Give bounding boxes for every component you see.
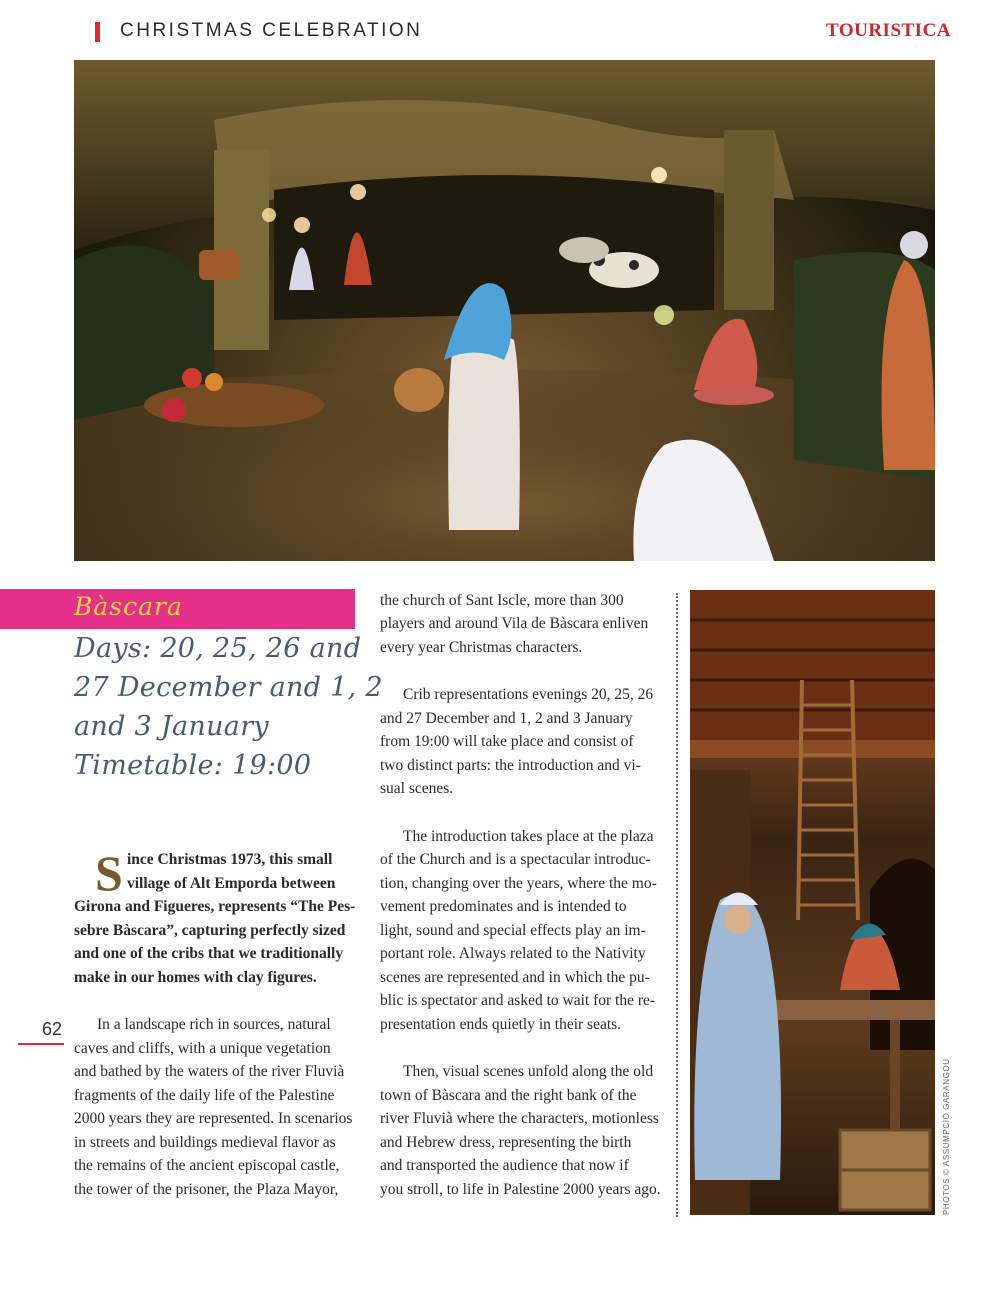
body-line: 2000 years they are represented. In scenarios: [74, 1110, 353, 1127]
body-line: in streets and buildings medieval flavor as: [74, 1134, 336, 1151]
body-line: The introduction takes place at the plaza: [403, 828, 654, 845]
body-line: and transported the audience that now if: [380, 1157, 629, 1174]
lead-line: Girona and Figueres, represents “The Pes-: [74, 898, 356, 915]
body-line: fragments of the daily life of the Palestine: [74, 1087, 335, 1104]
lead-line: sebre Bàscara”, capturing perfectly sized: [74, 922, 346, 939]
schedule-line-1: Days: 20, 25, 26 and: [74, 633, 362, 664]
body-line: blic is spectator and asked to wait for the re-: [380, 992, 656, 1009]
body-line: Then, visual scenes unfold along the old: [403, 1063, 654, 1080]
body-line: In a landscape rich in sources, natural: [97, 1016, 331, 1033]
body-line: caves and cliffs, with a unique vegetation: [74, 1040, 331, 1057]
lead-line: and one of the cribs that we traditionally: [74, 945, 344, 962]
body-line: portant role. Always related to the Nativity: [380, 945, 646, 962]
touristica-logo: TOURISTICA: [826, 20, 952, 41]
body-line: players and around Vila de Bàscara enliven: [380, 615, 649, 632]
body-line: Crib representations evenings 20, 25, 26: [403, 686, 654, 703]
body-line: vement predominates and is intended to: [380, 898, 627, 915]
body-line: you stroll, to life in Palestine 2000 years ago.: [380, 1181, 661, 1198]
photo-credit: PHOTOS © ASSUMPCIÓ GARANGOU: [942, 1058, 951, 1215]
body-line: of the Church and is a spectacular introduc-: [380, 851, 651, 868]
body-line: river Fluvià where the characters, motionless: [380, 1110, 659, 1127]
lead-line: village of Alt Emporda between: [127, 875, 336, 892]
body-line: the remains of the ancient episcopal castle,: [74, 1157, 340, 1174]
body-line: the tower of the prisoner, the Plaza Mayor,: [74, 1181, 339, 1198]
body-line: and Hebrew dress, representing the birth: [380, 1134, 632, 1151]
section-title: CHRISTMAS CELEBRATION: [120, 20, 423, 41]
carpenter-scene-illustration: [690, 590, 935, 1215]
body-line: sual scenes.: [380, 780, 454, 797]
body-line: scenes are represented and in which the pu-: [380, 969, 650, 986]
lead-line: make in our homes with clay figures.: [74, 969, 317, 986]
schedule-line-4: Timetable: 19:00: [74, 750, 312, 781]
body-line: light, sound and special effects play an im-: [380, 922, 646, 939]
place-name: Bàscara: [74, 592, 183, 621]
body-line: tion, changing over the years, where the mo-: [380, 875, 657, 892]
page-number: 62: [42, 1019, 63, 1039]
body-line: every year Christmas characters.: [380, 639, 583, 656]
schedule-line-2: 27 December and 1, 2: [74, 672, 383, 703]
body-line: from 19:00 will take place and consist of: [380, 733, 634, 750]
column-divider: [676, 593, 678, 1217]
body-line: the church of Sant Iscle, more than 300: [380, 592, 624, 609]
body-line: and 27 December and 1, 2 and 3 January: [380, 710, 633, 727]
body-line: presentation ends quietly in their seats.: [380, 1016, 622, 1033]
body-line: and bathed by the waters of the river Fluvià: [74, 1063, 345, 1080]
schedule-line-3: and 3 January: [74, 711, 269, 742]
page-number-rule: [18, 1043, 64, 1045]
body-line: town of Bàscara and the right bank of the: [380, 1087, 637, 1104]
drop-cap: S: [95, 845, 123, 901]
nativity-scene-illustration: [74, 60, 935, 561]
carpenter-scene-photo: [690, 590, 935, 1215]
body-line: two distinct parts: the introduction and vi-: [380, 757, 641, 774]
nativity-scene-photo: [74, 60, 935, 561]
lead-line: ince Christmas 1973, this small: [127, 851, 333, 868]
header-accent-bar: [95, 22, 100, 42]
